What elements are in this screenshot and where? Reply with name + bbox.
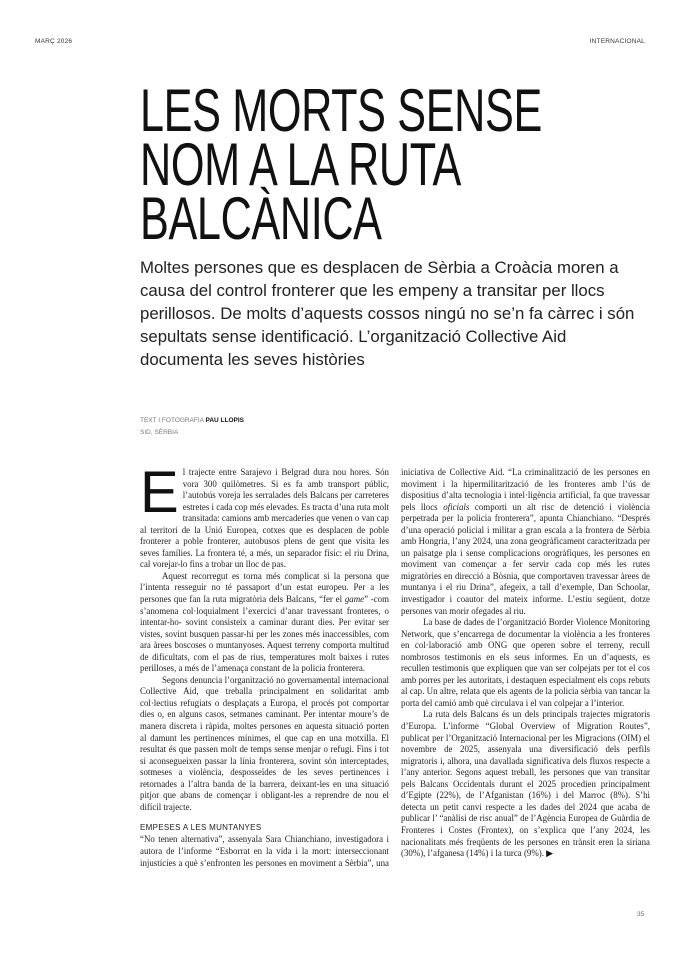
title-line: LES MORTS SENSE xyxy=(140,77,542,144)
paragraph xyxy=(140,675,389,814)
article-dek: Moltes persones que es desplacen de Sèrbia a Croàcia moren a causa del control fronterer que les empeny a transitar per llocs perillosos. De molts d’aquests cossos ningú no se’n fa càrrec i són sepultats sense identificació. L’organització Collective Aid documenta les seves històries xyxy=(140,258,635,369)
paragraph-text: l trajecte entre Sarajevo i Belgrad dura nou hores. Són vora 300 quilòmetres. Si es fa amb transport públic, l’autobús voreja les serralades dels Balcans per carreteres estretes i cada cop més elevades. Es tracta d’una ruta molt transitada: camions amb mercaderies que venen o van cap al territori de la Unió Europea, cotxes que es desplacen de poble fronterer a poble fronterer, autobusos plens de gent que visita les seves famílies. La frontera té, a més, un separador físic: el riu Drina, cal vorejar-lo fins a trobar un lloc de pas. xyxy=(140,467,389,570)
paragraph-text: La ruta dels Balcans és un dels principals trajectes migratoris d’Europa. L’informe “Global Overview of Migration Routes”, publicat per l’Organització Internacional per les Migracions (OIM) el novembre de 2025, assenyala una diversificació dels perfils migratoris i, alhora, una davallada significativa dels fluxos respecte a l’any anterior. Segons aquest treball, les persones que van transitar pels Balcans Occidentals durant el 2025 procedien principalment d’Egipte (22%), de l’Afganistan (16%) i del Marroc (8%). S’hi detecta un petit canvi respecte a les dades del 2024 que acaba de publicar l’ “anàlisi de risc anual” de l’Agència Europea de Guàrdia de Fronteres i Costes (Frontex), on s’explica que l’any 2024, les nacionalitats més freqüents de les persones en trànsit eren la siriana (30%), l’afganesa (14%) i la turca (9%). xyxy=(401,709,650,859)
paragraph-text: Aquest recorregut es torna més complicat si la persona que l’intenta resseguir no té passaport d’un estat europeu. Per a les persones que fan la ruta migratòria dels Balcans, “fer el xyxy=(140,570,389,605)
title-line: BALCÀNICA xyxy=(140,185,382,252)
subheading: EMPESES A LES MUNTANYES xyxy=(140,823,262,833)
continue-arrow-icon: ▶ xyxy=(546,848,554,859)
paragraph xyxy=(401,709,650,859)
paragraph-text: ” -com s’anomena col·loquialment l’exercici d’anar travessant fronteres, o intentar-ho- sovint consisteix a caminar durant dies. Per evitar ser vistes, sovint busquen passar-hi per les zones més inaccessibles, com ara àrees boscoses o muntanyoses. Aquest terreny comporta multitud de dificultats, com el pas de rius, temperatures molt baixes i rutes perilloses, a més de l’amenaça constant de la policia fronterera. xyxy=(140,594,390,674)
title-line: NOM A LA RUTA xyxy=(140,131,462,198)
article-body xyxy=(140,460,650,869)
page-number: 35 xyxy=(637,911,645,918)
article-title xyxy=(140,77,680,252)
section-label: INTERNACIONAL xyxy=(589,38,645,45)
dateline-location: SID, SÈRBIA xyxy=(140,429,179,436)
byline xyxy=(140,415,244,439)
drop-cap: E xyxy=(140,460,179,525)
paragraph-text: La base de dades de l’organització Border Violence Monitoring Network, que s’encarrega de documentar la violència a les fronteres en col·laboració amb ONG que operen sobre el terreny, recull nombrosos testimonis en els seus informes. En un d’aquests, es recullen testimonis que expliquen que van ser colpejats per tot el cos amb porres per les autoritats, i destaquen especialment els cops rebuts al cap. Un altre, relata que els agents de la policia sèrbia van tancar la porta del camió amb què circulava i el van colpejar a l’interior. xyxy=(401,617,650,708)
paragraph xyxy=(140,571,389,675)
paragraph xyxy=(401,617,650,709)
issue-date: MARÇ 2026 xyxy=(35,38,73,45)
author-name: PAU LLOPIS xyxy=(205,417,245,424)
italic-term: oficials xyxy=(443,501,470,512)
paragraph-text: “No tenen alternativa”, assenyala Sara Chianchiano, investigadora i autora de l’informe “Esborrat en la vida i la mort: interseccionant injustícies a què s’enfronten les persones en moviment a Sèrbia”, una iniciativa de Collective Aid. “La criminalització de les persones en moviment i la hipermilitarització de les fronteres amb l’ús de dispositius d’alta tecnologia i intel·ligència artificial, fa que travessar pels llocs xyxy=(140,467,650,868)
paragraph-text: Segons denuncia l’organització no governamental internacional Collective Aid, que treballa principalment en solidaritat amb col·lectius refugiats o desplaçats a Europa, el procés pot comportar dies o, en alguns casos, setmanes caminant. Per intentar moure’s de manera discreta i ràpida, moltes persones en aquesta situació porten al damunt les pertinences mínimes, el que cap en una motxilla. El resultat és que passen molt de temps sense menjar o refugi. Fins i tot si aconsegueixen passar la línia fronterera, sovint són interceptades, sotmeses a violència, desposseïdes de les seves pertinences i retornades a l’altra banda de la barrera, deixant-les en una situació pitjor que abans de començar i obligant-les a reprendre de nou el difícil trajecte. xyxy=(140,674,389,812)
credit-label: TEXT I FOTOGRAFIA xyxy=(140,417,206,424)
paragraph-text: comporti un alt risc de detenció i violència perpetrada per la policia fronterera”, apunta Chianchiano. “Després d’una operació policial i militar a gran escala a la frontera de Sèrbia amb Hongria, l’any 2024, una zona geogràficament caracteritzada per un paisatge pla i sense complicacions orogràfiques, les persones en moviment van començar a fer servir cada cop més les rutes migratòries en direcció a Bòsnia, que comportaven travessar àrees de muntanya i el riu Drina”, afegeix, a tall d’exemple, Dan Schoolar, investigador i coautor del mateix informe. L’estiu següent, dotze persones van morir ofegades al riu. xyxy=(401,501,650,616)
italic-term: game xyxy=(344,594,365,605)
paragraph xyxy=(140,460,389,571)
